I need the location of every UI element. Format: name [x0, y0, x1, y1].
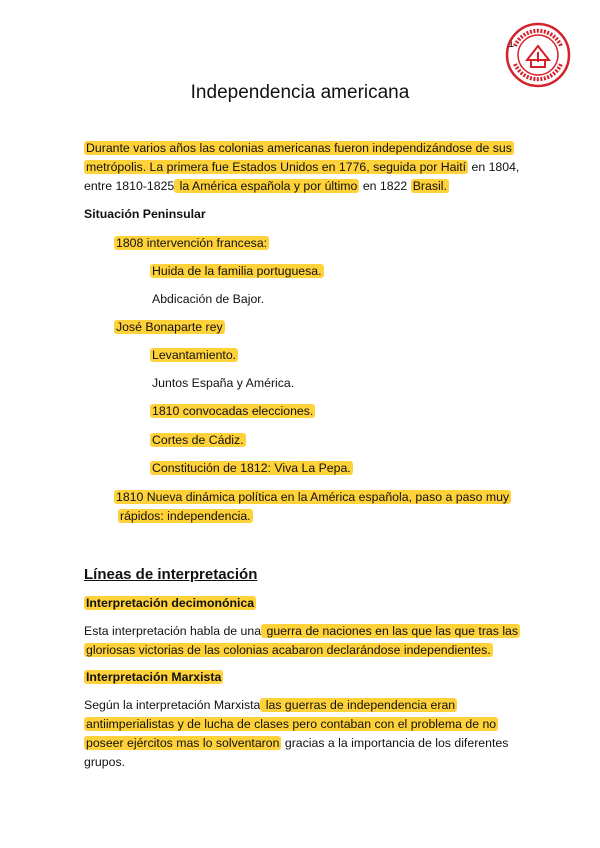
intro-highlight-2: metrópolis. La primera fue Estados Unidos en 1776, seguida por Haití	[86, 160, 467, 174]
list-item-label: 1810 Nueva dinámica política en la América española, paso a paso muy	[116, 490, 510, 504]
list-item-label: Levantamiento.	[152, 348, 237, 362]
list-item-label: 1810 convocadas elecciones.	[152, 404, 314, 418]
list-item-label: José Bonaparte rey	[116, 320, 223, 334]
list-item-abdicacion: Abdicación de Bajor.	[152, 292, 265, 306]
download-stamp-icon	[505, 22, 571, 88]
list-item-1810-dinamica	[114, 488, 544, 526]
list-item-1808	[114, 234, 269, 253]
decimononica-heading	[84, 594, 256, 613]
list-item-elecciones	[150, 402, 315, 421]
paragraph-text: Según la interpretación Marxista	[84, 698, 261, 712]
paragraph-highlight: gloriosas victorias de las colonias acabaron declarándose independientes.	[86, 643, 491, 657]
paragraph-highlight: antiimperialistas y de lucha de clases pero contaban con el problema de no	[86, 717, 497, 731]
paragraph-highlight: las guerras de independencia eran	[262, 698, 456, 712]
intro-text-1: en 1804,	[468, 160, 520, 174]
paragraph-highlight: poseer ejércitos mas lo solventaron	[86, 736, 280, 750]
situacion-heading: Situación Peninsular	[84, 207, 206, 221]
intro-paragraph	[84, 139, 524, 196]
page-title: Independencia americana	[190, 82, 410, 103]
list-item-label: Constitución de 1812: Viva La Pepa.	[152, 461, 351, 475]
list-item-constitucion	[150, 459, 353, 478]
list-item-huida	[150, 262, 324, 281]
list-item-label: Huida de la familia portuguesa.	[152, 264, 322, 278]
marxista-heading	[84, 668, 223, 687]
intro-text-2: entre 1810-1825	[84, 179, 175, 193]
decimononica-paragraph	[84, 622, 524, 660]
heading-label: Interpretación Marxista	[86, 670, 222, 684]
intro-highlight-4: Brasil.	[412, 179, 447, 193]
list-item-bonaparte	[114, 318, 225, 337]
page-number: 1	[508, 38, 515, 50]
list-item-label: 1808 intervención francesa:	[116, 236, 268, 250]
heading-label: Interpretación decimonónica	[86, 596, 255, 610]
paragraph-highlight: guerra de naciones en las que las que tras las	[263, 624, 519, 638]
list-item-cortes	[150, 431, 246, 450]
list-item-label-cont: rápidos: independencia.	[120, 509, 251, 523]
intro-highlight-1: Durante varios años las colonias americanas fueron independizándose de sus	[86, 141, 512, 155]
marxista-paragraph	[84, 696, 524, 772]
list-item-label: Cortes de Cádiz.	[152, 433, 244, 447]
paragraph-text: Esta interpretación habla de una	[84, 624, 262, 638]
paragraph-text: gracias a la importancia de los diferentes	[281, 736, 509, 750]
list-item-juntos: Juntos España y América.	[152, 376, 295, 390]
lineas-heading: Líneas de interpretación	[84, 566, 258, 583]
paragraph-text: grupos.	[84, 755, 126, 769]
intro-text-3: en 1822	[359, 179, 411, 193]
list-item-levantamiento	[150, 346, 238, 365]
intro-highlight-3: la América española y por último	[176, 179, 358, 193]
